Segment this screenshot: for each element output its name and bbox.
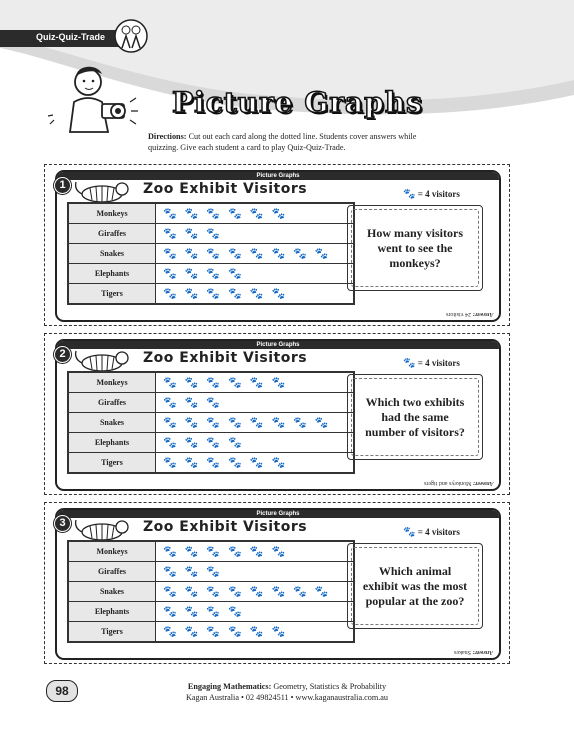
paw-print-icon: 🐾: [163, 586, 185, 598]
paw-print-icon: 🐾: [271, 546, 294, 558]
footer: [0, 681, 574, 703]
graph-key: [403, 527, 460, 538]
paw-print-icon: 🐾: [206, 288, 229, 300]
paw-print-icon: 🐾: [163, 268, 185, 280]
answer-text: [424, 480, 494, 486]
paw-print-icon: 🐾: [184, 586, 207, 598]
header-strip-label: Quiz-Quiz-Trade: [36, 32, 106, 42]
paw-cell: [156, 372, 355, 393]
paw-print-icon: 🐾: [249, 248, 272, 260]
tiger-icon: [72, 347, 132, 373]
paw-cell: [156, 224, 355, 244]
footer-publisher: Kagan Australia • 02 49824511 • www.kaganaustralia.com.au: [185, 693, 389, 702]
paw-print-icon: 🐾: [271, 208, 294, 220]
paw-print-icon: 🐾: [184, 208, 207, 220]
card-title: Zoo Exhibit Visitors: [143, 181, 308, 197]
answer-text: [446, 311, 493, 317]
card-cutout-1: [44, 164, 510, 326]
row-label: Giraffes: [68, 224, 156, 244]
paw-print-icon: 🐾: [163, 417, 185, 429]
row-label: Monkeys: [68, 372, 156, 393]
tiger-icon: [72, 516, 132, 542]
paw-cell: [156, 433, 355, 453]
paw-print-icon: 🐾: [228, 417, 250, 429]
paw-print-icon: 🐾: [206, 566, 229, 578]
card-title: Zoo Exhibit Visitors: [143, 350, 308, 366]
answer-text: [454, 649, 493, 655]
paw-cell: [156, 622, 355, 643]
picture-graph: [67, 371, 355, 474]
graph-row: [68, 244, 354, 264]
paw-print-icon: 🐾: [206, 417, 229, 429]
paw-print-icon: 🐾: [228, 208, 250, 220]
row-label: Elephants: [68, 433, 156, 453]
paw-print-icon: 🐾: [403, 189, 416, 200]
paw-print-icon: 🐾: [249, 208, 272, 220]
graph-row: [68, 433, 354, 453]
card-title: Zoo Exhibit Visitors: [143, 519, 308, 535]
graph-row: [68, 413, 354, 433]
question-text: Which two exhibits had the same number of visitors?: [365, 394, 465, 439]
paw-print-icon: 🐾: [184, 397, 207, 409]
paw-cell: [156, 244, 355, 264]
paw-print-icon: 🐾: [163, 208, 185, 220]
row-label: Snakes: [68, 413, 156, 433]
card-band-label: Picture Graphs: [57, 172, 499, 180]
paw-cell: [156, 264, 355, 284]
paw-print-icon: 🐾: [184, 546, 207, 558]
graph-row: [68, 602, 354, 622]
paw-print-icon: 🐾: [314, 248, 337, 260]
paw-print-icon: 🐾: [184, 417, 207, 429]
paw-print-icon: 🐾: [228, 377, 250, 389]
paw-print-icon: 🐾: [249, 457, 272, 469]
answer-value: 24 visitors: [445, 311, 471, 317]
paw-print-icon: 🐾: [184, 228, 207, 240]
row-label: Tigers: [68, 622, 156, 643]
paw-cell: [156, 413, 355, 433]
question-box: [347, 543, 483, 629]
paw-print-icon: 🐾: [403, 527, 416, 538]
graph-row: [68, 284, 354, 305]
paw-print-icon: 🐾: [163, 606, 185, 618]
paw-print-icon: 🐾: [206, 268, 229, 280]
card-number-badge: 3: [54, 515, 71, 532]
paw-print-icon: 🐾: [184, 268, 207, 280]
paw-print-icon: 🐾: [206, 208, 229, 220]
paw-print-icon: 🐾: [206, 397, 229, 409]
paw-print-icon: 🐾: [163, 437, 185, 449]
paw-print-icon: 🐾: [163, 288, 185, 300]
paw-print-icon: 🐾: [163, 566, 185, 578]
paw-print-icon: 🐾: [184, 457, 207, 469]
paw-print-icon: 🐾: [293, 417, 315, 429]
card-number-badge: 2: [54, 346, 71, 363]
paw-print-icon: 🐾: [271, 288, 294, 300]
paw-print-icon: 🐾: [184, 626, 207, 638]
graph-key: [403, 189, 460, 200]
paw-print-icon: 🐾: [184, 288, 207, 300]
paw-print-icon: 🐾: [163, 626, 185, 638]
row-label: Snakes: [68, 582, 156, 602]
paw-cell: [156, 284, 355, 305]
footer-book-prefix: Engaging Mathematics:: [187, 682, 272, 691]
graph-row: [68, 224, 354, 244]
row-label: Monkeys: [68, 203, 156, 224]
paw-print-icon: 🐾: [403, 358, 416, 369]
paw-print-icon: 🐾: [228, 437, 250, 449]
quiz-card: [55, 170, 501, 322]
paw-print-icon: 🐾: [249, 377, 272, 389]
paw-print-icon: 🐾: [163, 377, 185, 389]
paw-print-icon: 🐾: [206, 546, 229, 558]
paw-print-icon: 🐾: [271, 626, 294, 638]
graph-row: [68, 541, 354, 562]
paw-print-icon: 🐾: [206, 228, 229, 240]
photographer-mascot-icon: [40, 62, 140, 142]
paw-cell: [156, 602, 355, 622]
directions-label: Directions:: [148, 132, 187, 141]
paw-print-icon: 🐾: [206, 377, 229, 389]
card-cutout-2: [44, 333, 510, 495]
quiz-card: [55, 339, 501, 491]
paw-cell: [156, 203, 355, 224]
paw-print-icon: 🐾: [163, 457, 185, 469]
paw-print-icon: 🐾: [228, 457, 250, 469]
paw-print-icon: 🐾: [293, 248, 315, 260]
paw-print-icon: 🐾: [206, 606, 229, 618]
paw-print-icon: 🐾: [228, 626, 250, 638]
paw-cell: [156, 541, 355, 562]
quiz-card: [55, 508, 501, 660]
paw-print-icon: 🐾: [228, 586, 250, 598]
key-text: = 4 visitors: [417, 189, 460, 199]
paw-print-icon: 🐾: [163, 228, 185, 240]
card-band-label: Picture Graphs: [57, 510, 499, 518]
paw-cell: [156, 582, 355, 602]
paw-print-icon: 🐾: [228, 606, 250, 618]
paw-print-icon: 🐾: [163, 397, 185, 409]
picture-graph: [67, 202, 355, 305]
graph-row: [68, 562, 354, 582]
paw-cell: [156, 453, 355, 474]
question-text: Which animal exhibit was the most popular at the zoo?: [362, 563, 468, 608]
picture-graph: [67, 540, 355, 643]
paw-print-icon: 🐾: [206, 248, 229, 260]
key-text: = 4 visitors: [417, 527, 460, 537]
answer-label: Answer:: [472, 311, 493, 317]
card-band-label: Picture Graphs: [57, 341, 499, 349]
paw-print-icon: 🐾: [271, 586, 294, 598]
graph-key: [403, 358, 460, 369]
paw-cell: [156, 393, 355, 413]
question-box: [347, 205, 483, 291]
card-cutout-3: [44, 502, 510, 664]
footer-book-title: Geometry, Statistics & Probability: [273, 682, 387, 691]
answer-value: Monkeys and tigers: [423, 480, 471, 486]
paw-print-icon: 🐾: [314, 417, 337, 429]
directions-text: [148, 131, 448, 153]
paw-print-icon: 🐾: [184, 437, 207, 449]
paw-print-icon: 🐾: [206, 437, 229, 449]
paw-print-icon: 🐾: [206, 586, 229, 598]
row-label: Monkeys: [68, 541, 156, 562]
paw-cell: [156, 562, 355, 582]
row-label: Snakes: [68, 244, 156, 264]
paw-print-icon: 🐾: [184, 377, 207, 389]
paw-print-icon: 🐾: [293, 586, 315, 598]
paw-print-icon: 🐾: [271, 377, 294, 389]
row-label: Giraffes: [68, 393, 156, 413]
paw-print-icon: 🐾: [206, 457, 229, 469]
paw-print-icon: 🐾: [249, 417, 272, 429]
paw-print-icon: 🐾: [184, 248, 207, 260]
tiger-icon: [72, 178, 132, 204]
page-title: Picture Graphs: [172, 86, 423, 119]
paw-print-icon: 🐾: [184, 606, 207, 618]
paw-print-icon: 🐾: [249, 626, 272, 638]
graph-row: [68, 372, 354, 393]
question-box: [347, 374, 483, 460]
question-text: How many visitors went to see the monkeys?: [367, 225, 463, 270]
key-text: = 4 visitors: [417, 358, 460, 368]
paw-print-icon: 🐾: [249, 546, 272, 558]
graph-row: [68, 453, 354, 474]
paw-print-icon: 🐾: [271, 417, 294, 429]
paw-print-icon: 🐾: [249, 586, 272, 598]
row-label: Elephants: [68, 602, 156, 622]
directions-body: Cut out each card along the dotted line. Students cover answers while quizzing. Give each student a card to play Quiz-Quiz-Trade.: [148, 132, 417, 152]
paw-print-icon: 🐾: [271, 248, 294, 260]
paw-print-icon: 🐾: [228, 288, 250, 300]
paw-print-icon: 🐾: [228, 268, 250, 280]
graph-row: [68, 203, 354, 224]
paw-print-icon: 🐾: [228, 546, 250, 558]
answer-label: Answer:: [472, 480, 493, 486]
graph-row: [68, 264, 354, 284]
row-label: Giraffes: [68, 562, 156, 582]
page-number: 98: [46, 680, 78, 702]
paw-print-icon: 🐾: [206, 626, 229, 638]
graph-row: [68, 622, 354, 643]
graph-row: [68, 393, 354, 413]
paw-print-icon: 🐾: [249, 288, 272, 300]
paw-print-icon: 🐾: [271, 457, 294, 469]
graph-row: [68, 582, 354, 602]
paw-print-icon: 🐾: [163, 248, 185, 260]
row-label: Elephants: [68, 264, 156, 284]
kagan-badge-icon: [114, 16, 148, 56]
answer-label: Answer:: [472, 649, 493, 655]
paw-print-icon: 🐾: [228, 248, 250, 260]
answer-value: Snakes: [453, 649, 471, 655]
paw-print-icon: 🐾: [184, 566, 207, 578]
row-label: Tigers: [68, 284, 156, 305]
paw-print-icon: 🐾: [314, 586, 337, 598]
row-label: Tigers: [68, 453, 156, 474]
card-number-badge: 1: [54, 177, 71, 194]
paw-print-icon: 🐾: [163, 546, 185, 558]
